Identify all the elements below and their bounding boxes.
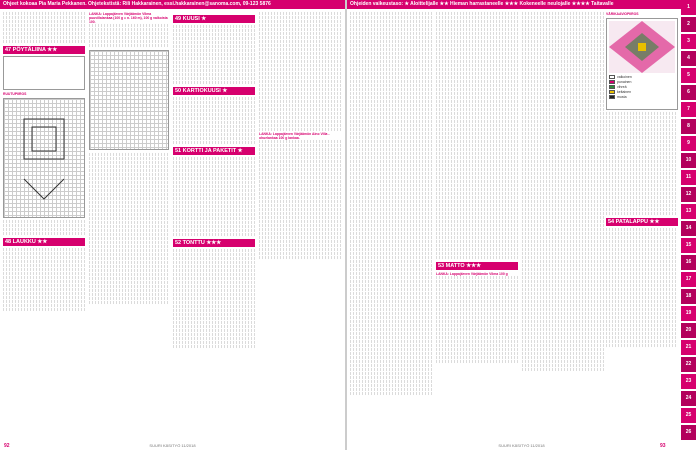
tablecloth-photo xyxy=(3,56,85,90)
index-tab[interactable]: 16 xyxy=(681,255,696,270)
section-heading-51: 51 KORTTI JA PAKETIT ★ xyxy=(173,147,255,155)
index-tab[interactable]: 19 xyxy=(681,306,696,321)
index-tab[interactable]: 18 xyxy=(681,289,696,304)
legend-item xyxy=(609,90,675,94)
right-column-2 xyxy=(436,12,518,440)
right-column-1 xyxy=(350,12,432,440)
legend-swatch xyxy=(609,85,615,89)
legend-swatch xyxy=(609,75,615,79)
legend-label: musta xyxy=(617,95,627,99)
page-footer-left: SUURI KÄSITYÖ 11/2018 xyxy=(149,443,196,448)
page-number-left: 92 xyxy=(4,443,10,449)
legend-item xyxy=(609,75,675,79)
page-header-right: Ohjeiden vaikeustaso: ★ Aloittelijalle ★★ Hieman harrastaneelle ★★★ Kokeneelle neulojalle ★★★★ Taitavalle xyxy=(347,0,696,9)
grid-chart-47 xyxy=(3,98,85,218)
index-tab[interactable]: 5 xyxy=(681,68,696,83)
section-heading-47: 47 PÖYTÄLIINA ★★ xyxy=(3,46,85,54)
legend-label: valkoinen xyxy=(617,75,632,79)
index-tab[interactable]: 14 xyxy=(681,221,696,236)
color-chart-label: VÄRIKAAVIOPIIROS xyxy=(606,12,639,16)
left-column-2 xyxy=(89,12,169,440)
legend-label: punainen xyxy=(617,80,632,84)
section-heading-52: 52 TONTTU ★★★ xyxy=(173,239,255,247)
legend-item xyxy=(609,85,675,89)
legend-swatch xyxy=(609,90,615,94)
right-column-4 xyxy=(606,12,678,440)
color-chart-svg xyxy=(609,21,675,73)
index-tab[interactable]: 20 xyxy=(681,323,696,338)
section-heading-54: 54 PATALAPPU ★★ xyxy=(606,218,678,226)
legend-item xyxy=(609,80,675,84)
index-tab[interactable]: 24 xyxy=(681,391,696,406)
section-heading-50: 50 KARTIOKUUSI ★ xyxy=(173,87,255,95)
legend-item xyxy=(609,95,675,99)
index-tab[interactable]: 11 xyxy=(681,170,696,185)
color-chart xyxy=(606,18,678,110)
index-tab[interactable]: 7 xyxy=(681,102,696,117)
index-tab[interactable]: 4 xyxy=(681,51,696,66)
index-tabs xyxy=(681,0,696,450)
materials-text-52: LANKA: Lappajärven Värjäämön Aino Villa -ohuelankaa 100 g lankaa. xyxy=(259,132,330,140)
index-tab[interactable]: 22 xyxy=(681,357,696,372)
color-legend xyxy=(609,75,675,99)
index-tab[interactable]: 15 xyxy=(681,238,696,253)
legend-label: vihreä xyxy=(617,85,627,89)
index-tab[interactable]: 1 xyxy=(681,0,696,15)
page-header-left: Ohjeet kokoaa Pia Maria Pekkanen. Ohjetekstistä: Rili Hakkarainen, essi.hakkarainen@sanoma.com, 09-123 5876 xyxy=(0,0,345,9)
page-gutter xyxy=(345,0,347,450)
index-tab[interactable]: 10 xyxy=(681,153,696,168)
section-heading-49: 49 KUUSI ★ xyxy=(173,15,255,23)
grid-chart-label: RUUTUPIIROS xyxy=(3,92,27,96)
index-tab[interactable]: 23 xyxy=(681,374,696,389)
legend-label: keltainen xyxy=(617,90,632,94)
section-heading-48: 48 LAUKKU ★★ xyxy=(3,238,85,246)
legend-swatch xyxy=(609,80,615,84)
left-column-1 xyxy=(3,12,85,440)
index-tab[interactable]: 2 xyxy=(681,17,696,32)
index-tab[interactable]: 25 xyxy=(681,408,696,423)
materials-text-47: LANKA: Lappajärven Värjäämön Vilma puuvillalankaa (100 g = n. 160 m), 100 g valkoista 100. xyxy=(89,12,168,24)
index-tab[interactable]: 12 xyxy=(681,187,696,202)
index-tab[interactable]: 8 xyxy=(681,119,696,134)
left-column-3 xyxy=(173,12,255,440)
index-tab[interactable]: 3 xyxy=(681,34,696,49)
index-tab[interactable]: 6 xyxy=(681,85,696,100)
right-column-3 xyxy=(522,12,604,440)
index-tab[interactable]: 17 xyxy=(681,272,696,287)
page-footer-right: SUURI KÄSITYÖ 11/2018 xyxy=(498,443,545,448)
index-tab[interactable]: 13 xyxy=(681,204,696,219)
section-heading-53: 53 MATTO ★★★ xyxy=(436,262,518,270)
index-tab[interactable]: 21 xyxy=(681,340,696,355)
legend-swatch xyxy=(609,95,615,99)
materials-text-53: LANKA: Lappajärven Värjäämön Vilma 100 g xyxy=(436,272,508,276)
index-tab[interactable]: 26 xyxy=(681,425,696,440)
page-number-right: 93 xyxy=(660,443,666,449)
left-column-4 xyxy=(259,12,343,440)
grid-chart-48 xyxy=(89,50,169,150)
index-tab[interactable]: 9 xyxy=(681,136,696,151)
grid-pattern-svg xyxy=(4,99,84,217)
